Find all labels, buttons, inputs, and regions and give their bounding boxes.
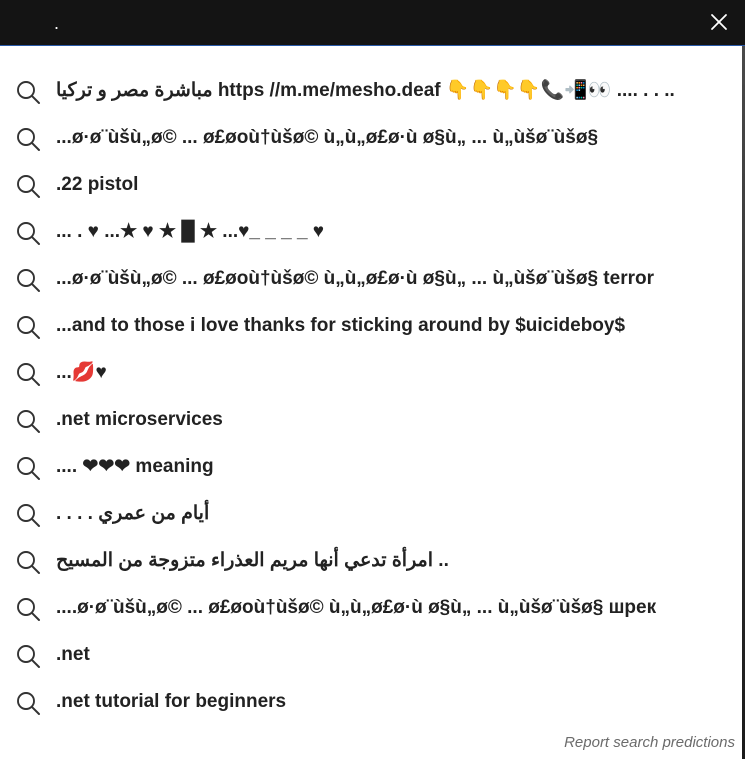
suggestion-item[interactable] bbox=[0, 161, 742, 208]
suggestion-item[interactable] bbox=[0, 584, 742, 631]
suggestion-item[interactable] bbox=[0, 396, 742, 443]
suggestion-text: . . . . أيام من عمري bbox=[56, 503, 210, 524]
close-button[interactable] bbox=[707, 10, 731, 34]
search-icon bbox=[15, 643, 41, 669]
suggestion-text: ... . ♥ ...★ ♥ ★ █ ★ ...♥_ _ _ _ ♥ bbox=[56, 221, 325, 242]
suggestion-item[interactable] bbox=[0, 114, 742, 161]
suggestion-text: ...and to those i love thanks for sticking around by $uicideboy$ bbox=[56, 315, 626, 336]
suggestion-item[interactable] bbox=[0, 255, 742, 302]
search-icon bbox=[15, 314, 41, 340]
search-icon bbox=[15, 690, 41, 716]
suggestion-item[interactable] bbox=[0, 490, 742, 537]
search-icon bbox=[15, 126, 41, 152]
suggestion-text: امرأة تدعي أنها مريم العذراء متزوجة من المسيح .. bbox=[56, 550, 449, 571]
search-bar bbox=[0, 0, 745, 46]
search-icon bbox=[15, 267, 41, 293]
suggestion-item[interactable] bbox=[0, 537, 742, 584]
search-icon bbox=[15, 455, 41, 481]
suggestion-list bbox=[0, 67, 742, 725]
report-predictions-link[interactable]: Report search predictions bbox=[564, 734, 735, 751]
suggestion-item[interactable] bbox=[0, 208, 742, 255]
suggestion-text: .... ❤❤❤ meaning bbox=[56, 456, 214, 477]
search-icon bbox=[15, 79, 41, 105]
search-icon bbox=[15, 361, 41, 387]
suggestion-item[interactable] bbox=[0, 443, 742, 490]
search-icon bbox=[15, 596, 41, 622]
suggestion-item[interactable] bbox=[0, 67, 742, 114]
suggestion-item[interactable] bbox=[0, 631, 742, 678]
close-icon[interactable] bbox=[707, 10, 731, 34]
suggestion-text: ...💋♥ bbox=[56, 362, 107, 383]
suggestion-text: ...ø·ø¨ùšù„ø© ... ø£øoù†ùšø© ù„ù„ø£ø·ù ø§ù„ ... ù„ùšø¨ùšø§ terror bbox=[56, 268, 654, 289]
search-icon bbox=[15, 173, 41, 199]
suggestion-text: مباشرة مصر و تركيا https //m.me/mesho.deaf 👇👇👇👇📞📲👀 .... . . .. bbox=[56, 80, 675, 101]
suggestion-text: .22 pistol bbox=[56, 174, 139, 195]
suggestion-item[interactable] bbox=[0, 349, 742, 396]
search-icon bbox=[15, 220, 41, 246]
suggestion-item[interactable] bbox=[0, 302, 742, 349]
suggestion-item[interactable] bbox=[0, 678, 742, 725]
suggestion-text: ....ø·ø¨ùšù„ø© ... ø£øoù†ùšø© ù„ù„ø£ø·ù ø§ù„ ... ù„ùšø¨ùšø§ шрек bbox=[56, 597, 657, 618]
suggestion-text: ...ø·ø¨ùšù„ø© ... ø£øoù†ùšø© ù„ù„ø£ø·ù ø§ù„ ... ù„ùšø¨ùšø§ bbox=[56, 127, 599, 148]
search-icon bbox=[15, 502, 41, 528]
search-input[interactable] bbox=[54, 10, 674, 36]
search-icon bbox=[15, 549, 41, 575]
suggestion-text: .net tutorial for beginners bbox=[56, 691, 287, 712]
suggestion-text: .net microservices bbox=[56, 409, 223, 430]
search-icon bbox=[15, 408, 41, 434]
suggestion-text: .net bbox=[56, 644, 90, 665]
